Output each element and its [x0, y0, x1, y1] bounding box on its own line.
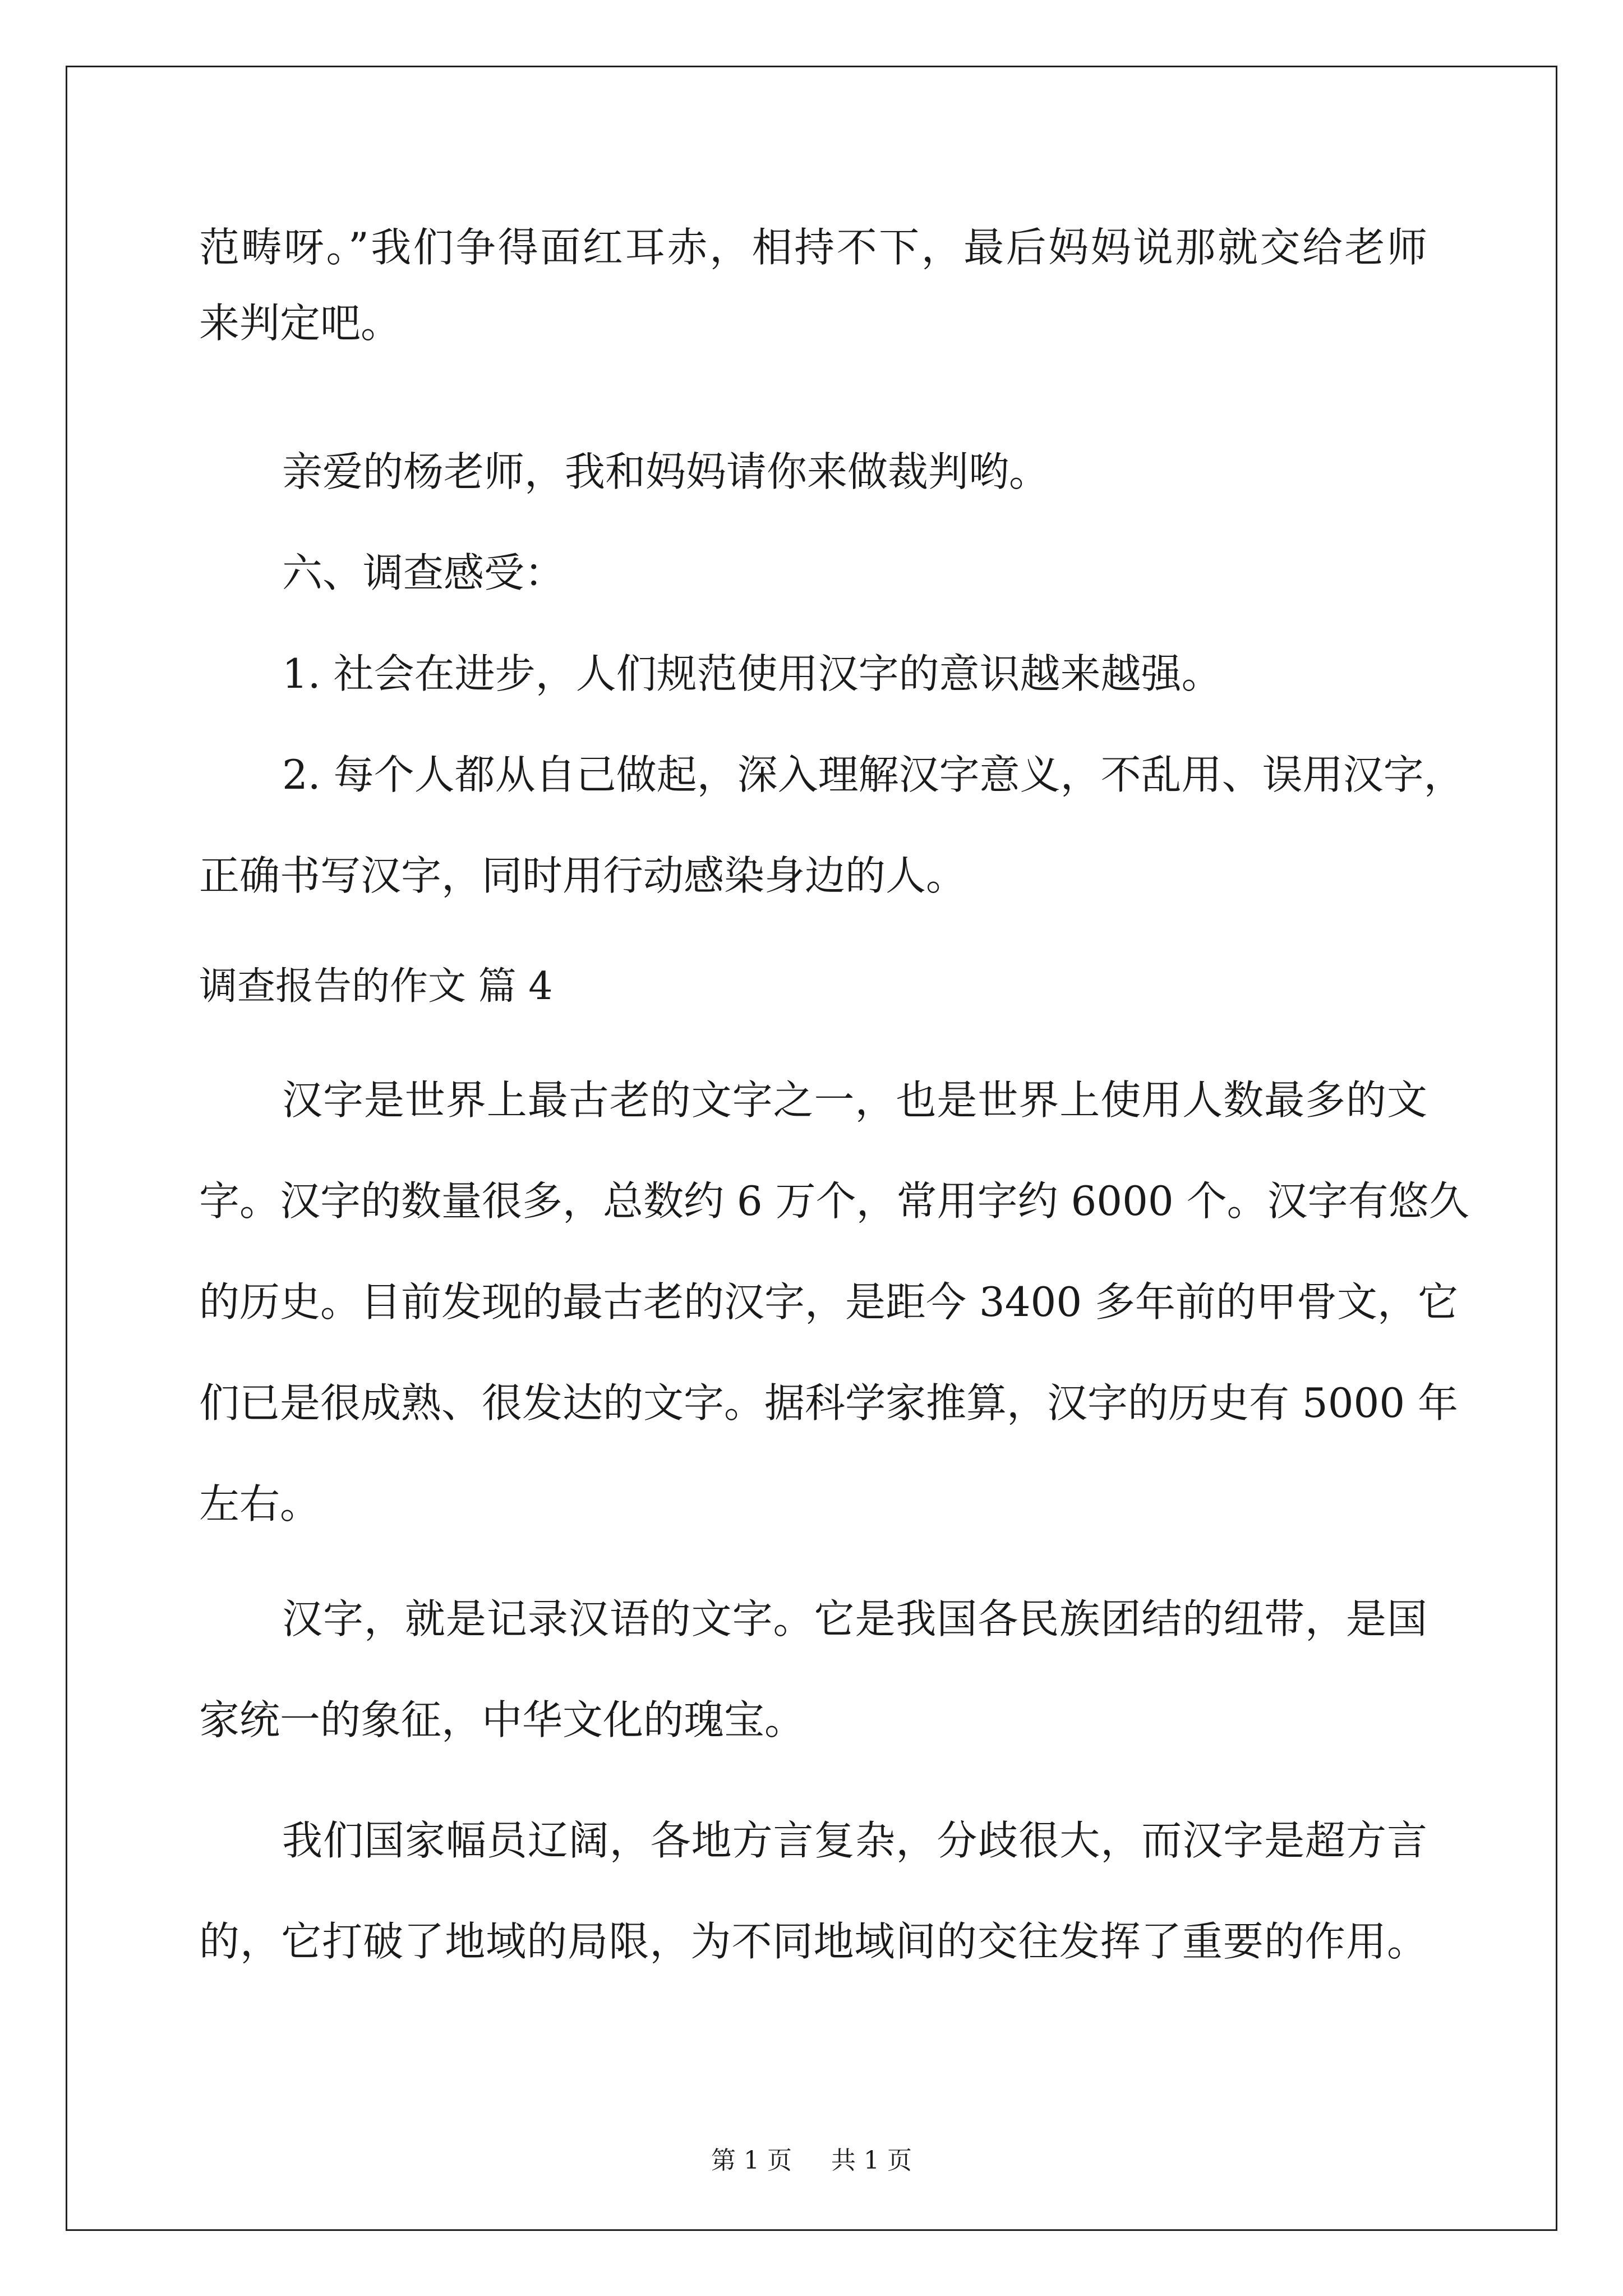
list-item: 1. 社会在进步，人们规范使用汉字的意识越来越强。 [282, 650, 1222, 697]
text-line: 们已是很成熟、很发达的文字。据科学家推算，汉字的历史有 5000 年 [199, 1379, 1459, 1427]
text-line: 我们国家幅员辽阔，各地方言复杂，分歧很大，而汉字是超方言 [282, 1817, 1427, 1864]
text-line: 正确书写汉字，同时用行动感染身边的人。 [199, 852, 967, 899]
page-border [66, 66, 1557, 2231]
section-heading: 六、调查感受： [282, 549, 565, 596]
page-number: 第 1 页 [711, 2146, 792, 2175]
text-line: 字。汉字的数量很多，总数约 6 万个，常用字约 6000 个。汉字有悠久 [199, 1177, 1469, 1225]
article-title: 调查报告的作文 篇 4 [199, 964, 553, 1009]
text-line: 汉字是世界上最古老的文字之一，也是世界上使用人数最多的文 [282, 1076, 1427, 1124]
text-line: 范畴呀。”我们争得面红耳赤，相持不下，最后妈妈说那就交给老师 [199, 224, 1427, 271]
list-item: 2. 每个人都从自己做起，深入理解汉字意义，不乱用、误用汉字， [282, 751, 1464, 798]
text-line: 的，它打破了地域的局限，为不同地域间的交往发挥了重要的作用。 [199, 1918, 1427, 1965]
text-line: 的历史。目前发现的最古老的汉字，是距今 3400 多年前的甲骨文，它 [199, 1278, 1459, 1326]
text-line: 家统一的象征，中华文化的瑰宝。 [199, 1696, 805, 1743]
text-line: 汉字，就是记录汉语的文字。它是我国各民族团结的纽带，是国 [282, 1595, 1427, 1642]
text-line: 来判定吧。 [199, 300, 402, 347]
text-line: 亲爱的杨老师，我和妈妈请你来做裁判哟。 [282, 448, 1050, 495]
text-line: 左右。 [199, 1480, 321, 1527]
page-footer [0, 2140, 1623, 2176]
page-total: 共 1 页 [831, 2146, 912, 2175]
